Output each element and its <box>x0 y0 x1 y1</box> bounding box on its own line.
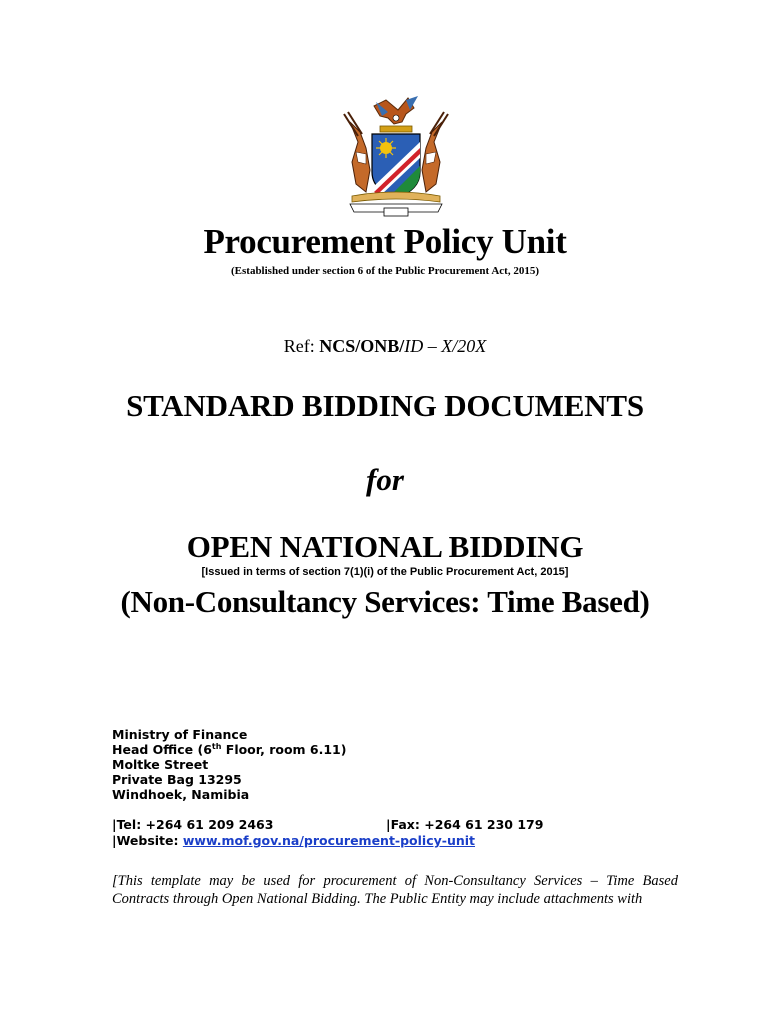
ref-code: NCS/ONB/ <box>319 336 405 356</box>
issued-note: [Issued in terms of section 7(1)(i) of the Public Procurement Act, 2015] <box>201 566 569 578</box>
phone-fax-row <box>112 817 544 833</box>
contact-block <box>112 817 544 849</box>
fax-number: |Fax: +264 61 230 179 <box>386 817 544 832</box>
document-title: STANDARD BIDDING DOCUMENTS <box>126 388 644 423</box>
address-line-city: Windhoek, Namibia <box>112 787 250 802</box>
website-row <box>112 833 475 849</box>
address-line-ministry: Ministry of Finance <box>112 727 248 742</box>
address-line-street: Moltke Street <box>112 757 209 772</box>
bidding-method: OPEN NATIONAL BIDDING <box>186 529 584 564</box>
established-note: (Established under section 6 of the Public Procurement Act, 2015) <box>231 265 539 277</box>
unit-title: Procurement Policy Unit <box>203 222 567 261</box>
tel-number: |Tel: +264 61 209 2463 <box>112 817 274 832</box>
address-block <box>112 727 346 802</box>
website-link[interactable]: www.mof.gov.na/procurement-policy-unit <box>182 833 476 848</box>
office-sup: th <box>211 741 222 751</box>
namibia-coat-of-arms-icon <box>336 92 456 220</box>
template-note: [This template may be used for procurement of Non-Consultancy Services – Time Based Contracts through Open National Bidding. The Public Entity may include attachments with <box>112 873 678 907</box>
reference-line <box>0 336 770 357</box>
address-line-office <box>112 742 346 757</box>
address-line-bag: Private Bag 13295 <box>112 772 242 787</box>
ref-suffix: ID – X/20X <box>404 336 487 356</box>
office-pre: Head Office (6 <box>112 742 212 757</box>
website-label: |Website: <box>112 833 183 848</box>
title-for: for <box>366 462 404 497</box>
office-post: Floor, room 6.11) <box>221 742 347 757</box>
services-category: (Non-Consultancy Services: Time Based) <box>120 584 650 619</box>
ref-prefix: Ref: <box>283 336 320 356</box>
